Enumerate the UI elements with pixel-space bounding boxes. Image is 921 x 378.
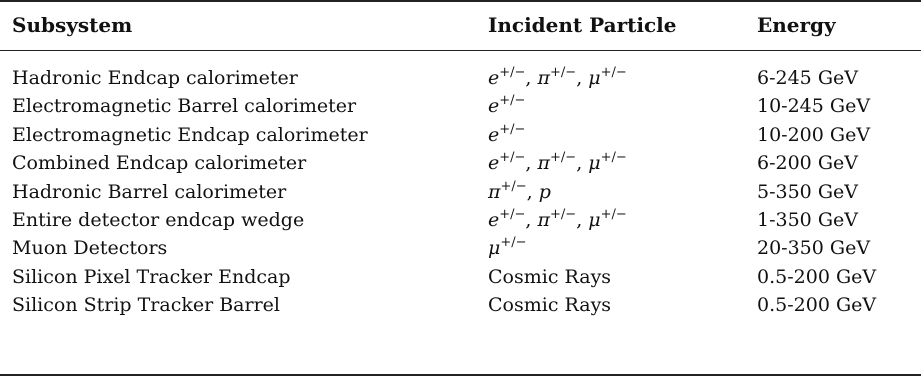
particle-charge: +/− bbox=[500, 178, 527, 194]
particle-symbol bbox=[488, 95, 525, 117]
table-row bbox=[0, 178, 921, 206]
particle-base: p bbox=[538, 180, 551, 203]
energy-cell: 6-245 GeV bbox=[757, 67, 858, 89]
subsystem-cell: Silicon Pixel Tracker Endcap bbox=[12, 265, 291, 288]
energy-cell: 10-245 GeV bbox=[757, 95, 871, 118]
particle-symbol bbox=[537, 206, 577, 231]
particle-symbol bbox=[488, 152, 525, 174]
particle-base: π bbox=[488, 180, 501, 203]
particle-charge: +/− bbox=[600, 206, 627, 222]
particle-charge: +/− bbox=[600, 150, 627, 166]
table-row bbox=[0, 291, 921, 319]
particle-base: π bbox=[537, 67, 551, 89]
particle-symbol bbox=[588, 67, 627, 89]
subsystem-cell: Silicon Strip Tracker Barrel bbox=[12, 294, 280, 317]
incident-particle-cell bbox=[488, 64, 627, 92]
incident-particle-cell bbox=[488, 121, 525, 149]
bottom-rule bbox=[0, 374, 921, 376]
particle-charge: +/− bbox=[499, 93, 526, 109]
energy-cell: 0.5-200 GeV bbox=[757, 265, 877, 288]
header-energy: Energy bbox=[757, 13, 836, 37]
particle-symbol bbox=[488, 237, 527, 259]
incident-particle-cell: Cosmic Rays bbox=[488, 265, 612, 288]
particle-charge: +/− bbox=[500, 235, 527, 251]
particle-base: e bbox=[488, 208, 500, 231]
particle-base: μ bbox=[588, 67, 601, 89]
particle-separator: , bbox=[525, 208, 538, 231]
subsystem-cell: Entire detector endcap wedge bbox=[12, 208, 305, 231]
particle-charge: +/− bbox=[550, 206, 577, 222]
table-row bbox=[0, 263, 921, 291]
particle-charge: +/− bbox=[550, 150, 577, 166]
particle-separator: , bbox=[525, 67, 538, 89]
particle-base: e bbox=[488, 95, 500, 118]
particle-separator: , bbox=[525, 152, 538, 175]
incident-particle-cell bbox=[488, 178, 551, 206]
subsystem-cell: Hadronic Barrel calorimeter bbox=[12, 180, 287, 203]
incident-particle-cell bbox=[488, 149, 627, 177]
subsystem-cell: Combined Endcap calorimeter bbox=[12, 152, 307, 175]
particle-base: e bbox=[488, 123, 500, 146]
particle-base: μ bbox=[588, 208, 601, 231]
particle-separator: , bbox=[576, 208, 589, 231]
incident-particle-cell bbox=[488, 92, 525, 120]
table-row bbox=[0, 149, 921, 177]
incident-particle-cell: Cosmic Rays bbox=[488, 294, 612, 317]
particle-separator: , bbox=[576, 67, 589, 89]
particle-separator: , bbox=[576, 152, 589, 175]
energy-cell: 5-350 GeV bbox=[757, 180, 858, 203]
particle-symbol bbox=[538, 67, 577, 89]
particle-symbol bbox=[538, 152, 577, 174]
energy-cell: 20-350 GeV bbox=[757, 237, 871, 260]
header-rule bbox=[0, 50, 921, 51]
particle-base: π bbox=[537, 152, 551, 175]
incident-particle-cell bbox=[488, 206, 627, 234]
particle-charge: +/− bbox=[499, 206, 526, 222]
particle-symbol bbox=[588, 206, 627, 231]
table-body bbox=[0, 64, 921, 320]
particle-symbol bbox=[488, 178, 527, 203]
particle-symbol bbox=[488, 121, 526, 146]
particle-symbol bbox=[488, 67, 525, 89]
table-row bbox=[0, 121, 921, 149]
header-subsystem: Subsystem bbox=[12, 13, 133, 37]
particle-base: e bbox=[488, 67, 500, 89]
energy-cell: 0.5-200 GeV bbox=[757, 294, 877, 317]
subsystem-cell: Electromagnetic Endcap calorimeter bbox=[12, 123, 368, 146]
table-row bbox=[0, 206, 921, 234]
particle-separator: , bbox=[526, 180, 539, 203]
incident-particle-cell bbox=[488, 234, 527, 262]
particle-base: μ bbox=[588, 152, 601, 175]
particle-base: π bbox=[537, 208, 551, 231]
table-row bbox=[0, 234, 921, 262]
particle-charge: +/− bbox=[499, 121, 526, 137]
subsystem-cell: Muon Detectors bbox=[12, 237, 168, 260]
table-row bbox=[0, 64, 921, 92]
table-row bbox=[0, 92, 921, 120]
energy-cell: 6-200 GeV bbox=[757, 152, 858, 175]
top-rule bbox=[0, 0, 921, 2]
particle-charge: +/− bbox=[499, 65, 526, 80]
particle-symbol bbox=[488, 206, 526, 231]
particle-charge: +/− bbox=[600, 65, 627, 80]
energy-cell: 1-350 GeV bbox=[757, 208, 858, 231]
particle-base: μ bbox=[488, 237, 501, 260]
particle-charge: +/− bbox=[499, 150, 526, 166]
header-incident-particle: Incident Particle bbox=[488, 13, 677, 37]
particle-base: e bbox=[488, 152, 500, 175]
particle-symbol bbox=[588, 152, 627, 174]
subsystem-cell: Hadronic Endcap calorimeter bbox=[12, 67, 298, 89]
subsystem-cell: Electromagnetic Barrel calorimeter bbox=[12, 95, 357, 118]
particle-charge: +/− bbox=[550, 65, 577, 80]
energy-cell: 10-200 GeV bbox=[757, 123, 871, 146]
particle-symbol bbox=[539, 181, 551, 203]
